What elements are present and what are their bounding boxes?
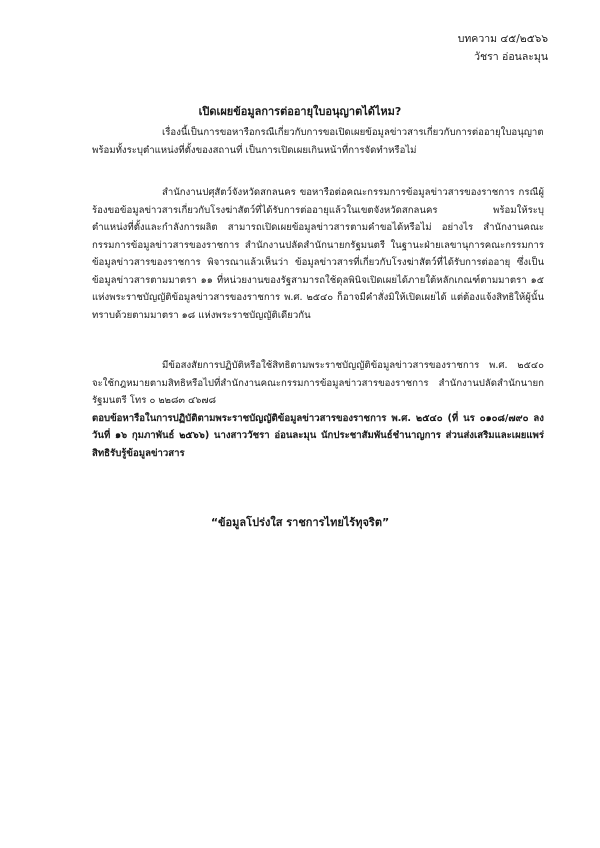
slogan: “ข้อมูลโปร่งใส ราชการไทยไร้ทุจริต” [210, 516, 390, 529]
author-name: วัชรา อ่อนละมุน [474, 51, 548, 63]
article-title: เปิดเผยข้อมูลการต่ออายุใบอนุญาตได้ไหม? [198, 105, 402, 118]
contact-bold-text: ตอบข้อหารือในการปฏิบัติตามพระราชบัญญัติข้อมูลข่าวสารของราชการ พ.ศ. ๒๕๔๐ (ที่ นร ๐๑๐๘/๗๙๐ ลงวันที่ ๑๖ กุมภาพันธ์ ๒๕๖๖) นางสาววัชรา อ่อนละมุน นักประชาสัมพันธ์ชำนาญการ ส่วนส่งเสริมและเผยแพร่สิทธิรับรู้ข้อมูลข่าวสาร [92, 412, 544, 459]
body-text: สำนักงานปศุสัตว์จังหวัดสกลนคร ขอหารือต่อคณะกรรมการข้อมูลข่าวสารของราชการ กรณีผู้ร้องขอข้อมูลข่าวสารเกี่ยวกับโรงฆ่าสัตว์ที่ได้รับการต่ออายุแล้วในเขตจังหวัดสกลนคร พร้อมให้ระบุตำแหน่งที่ตั้งและกำลังการผลิต สามารถเปิดเผยข้อมูลข่าวสารตามคำขอได้หรือไม่ อย่างไร สำนักงานคณะกรรมการข้อมูลข่าวสารของราชการ สำนักงานปลัดสำนักนายกรัฐมนตรี ในฐานะฝ่ายเลขานุการคณะกรรมการข้อมูลข่าวสารของราชการ พิจารณาแล้วเห็นว่า ข้อมูลข่าวสารที่เกี่ยวกับโรงฆ่าสัตว์ที่ได้รับการต่ออายุ ซึ่งเป็นข้อมูลข่าวสารตามมาตรา ๑๑ ที่หน่วยงานของรัฐสามารถใช้ดุลพินิจเปิดเผยได้ภายใต้หลักเกณฑ์ตามมาตรา ๑๕ แห่งพระราชบัญญัติข้อมูลข่าวสารของราชการ พ.ศ. ๒๕๔๐ ก็อาจมีคำสั่งมิให้เปิดเผยได้ แต่ต้องแจ้งสิทธิให้ผู้นั้นทราบด้วยตามมาตรา ๑๘ แห่งพระราชบัญญัติเดียวกัน [92, 187, 544, 321]
document-header [458, 30, 548, 66]
body-paragraph [92, 184, 544, 324]
article-number: บทความ ๔๕/๒๕๖๖ [457, 33, 548, 45]
contact-paragraph [92, 357, 544, 462]
intro-paragraph [92, 124, 544, 159]
intro-text: เรื่องนี้เป็นการขอหารือกรณีเกี่ยวกับการขอเปิดเผยข้อมูลข่าวสารเกี่ยวกับการต่ออายุใบอนุญาต พร้อมทั้งระบุตำแหน่งที่ตั้งของสถานที่ เป็นการเปิดเผยเกินหน้าที่การจัดทำหรือไม่ [92, 127, 544, 156]
contact-plain-text: มีข้อสงสัยการปฏิบัติหรือใช้สิทธิตามพระราชบัญญัติข้อมูลข่าวสารของราชการ พ.ศ. ๒๕๔๐ จะใช้กฎหมายตามสิทธิหรือไปที่สำนักงานคณะกรรมการข้อมูลข่าวสารของราชการ สำนักงานปลัดสำนักนายกรัฐมนตรี โทร ๐ ๒๒๘๓ ๔๖๗๘ [92, 360, 544, 406]
